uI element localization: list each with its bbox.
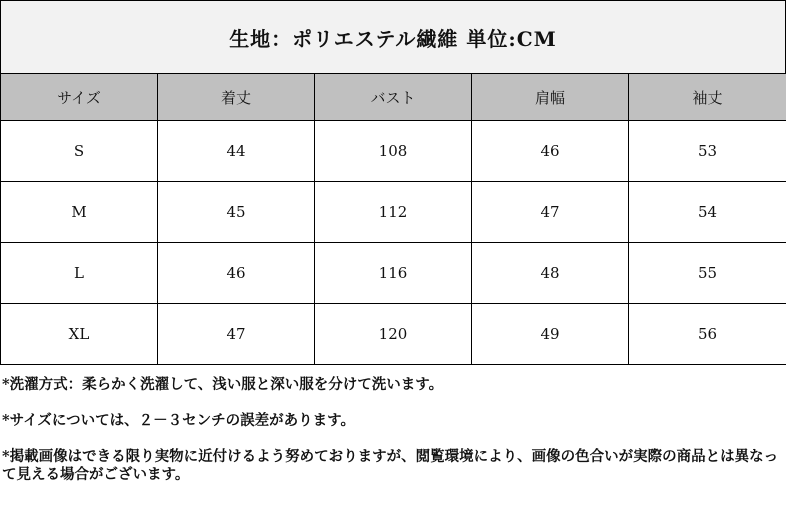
table-cell-bust: 112 [315, 182, 472, 243]
table-cell-shoulder: 49 [472, 304, 629, 365]
table-cell-sleeve: 56 [629, 304, 786, 365]
page-title: 生地：ポリエステル繊維 単位:CM [0, 0, 786, 74]
table-cell-shoulder: 46 [472, 121, 629, 182]
table-cell-shoulder: 48 [472, 243, 629, 304]
table-cell-sleeve: 54 [629, 182, 786, 243]
table-cell-size: XL [1, 304, 158, 365]
table-cell-bust: 108 [315, 121, 472, 182]
table-cell-size: L [1, 243, 158, 304]
table-cell-bust: 116 [315, 243, 472, 304]
table-cell-sleeve: 53 [629, 121, 786, 182]
table-cell-shoulder: 47 [472, 182, 629, 243]
table-cell-length: 46 [158, 243, 315, 304]
table-cell-size: S [1, 121, 158, 182]
size-tolerance-note: *サイズについては、２－３センチの誤差があります。 [2, 412, 355, 429]
table-cell-size: M [1, 182, 158, 243]
washing-note: *洗濯方式：柔らかく洗濯して、浅い服と深い服を分けて洗います。 [2, 376, 444, 393]
table-row [1, 243, 786, 304]
table-row [1, 304, 786, 365]
table-row [1, 182, 786, 243]
table-cell-length: 45 [158, 182, 315, 243]
table-cell-sleeve: 55 [629, 243, 786, 304]
table-header-row [1, 74, 786, 121]
column-header-sleeve: 袖丈 [629, 74, 786, 121]
table-row [1, 121, 786, 182]
size-table [0, 73, 786, 365]
table-cell-length: 44 [158, 121, 315, 182]
notes-section [2, 376, 784, 502]
column-header-bust: バスト [315, 74, 472, 121]
table-cell-bust: 120 [315, 304, 472, 365]
column-header-length: 着丈 [158, 74, 315, 121]
table-cell-length: 47 [158, 304, 315, 365]
color-disclaimer-note: *掲載画像はできる限り実物に近付けるよう努めておりますが、閲覧環境により、画像の色合いが実際の商品とは異なって見える場合がございます。 [2, 448, 779, 483]
column-header-shoulder: 肩幅 [472, 74, 629, 121]
column-header-size: サイズ [1, 74, 158, 121]
